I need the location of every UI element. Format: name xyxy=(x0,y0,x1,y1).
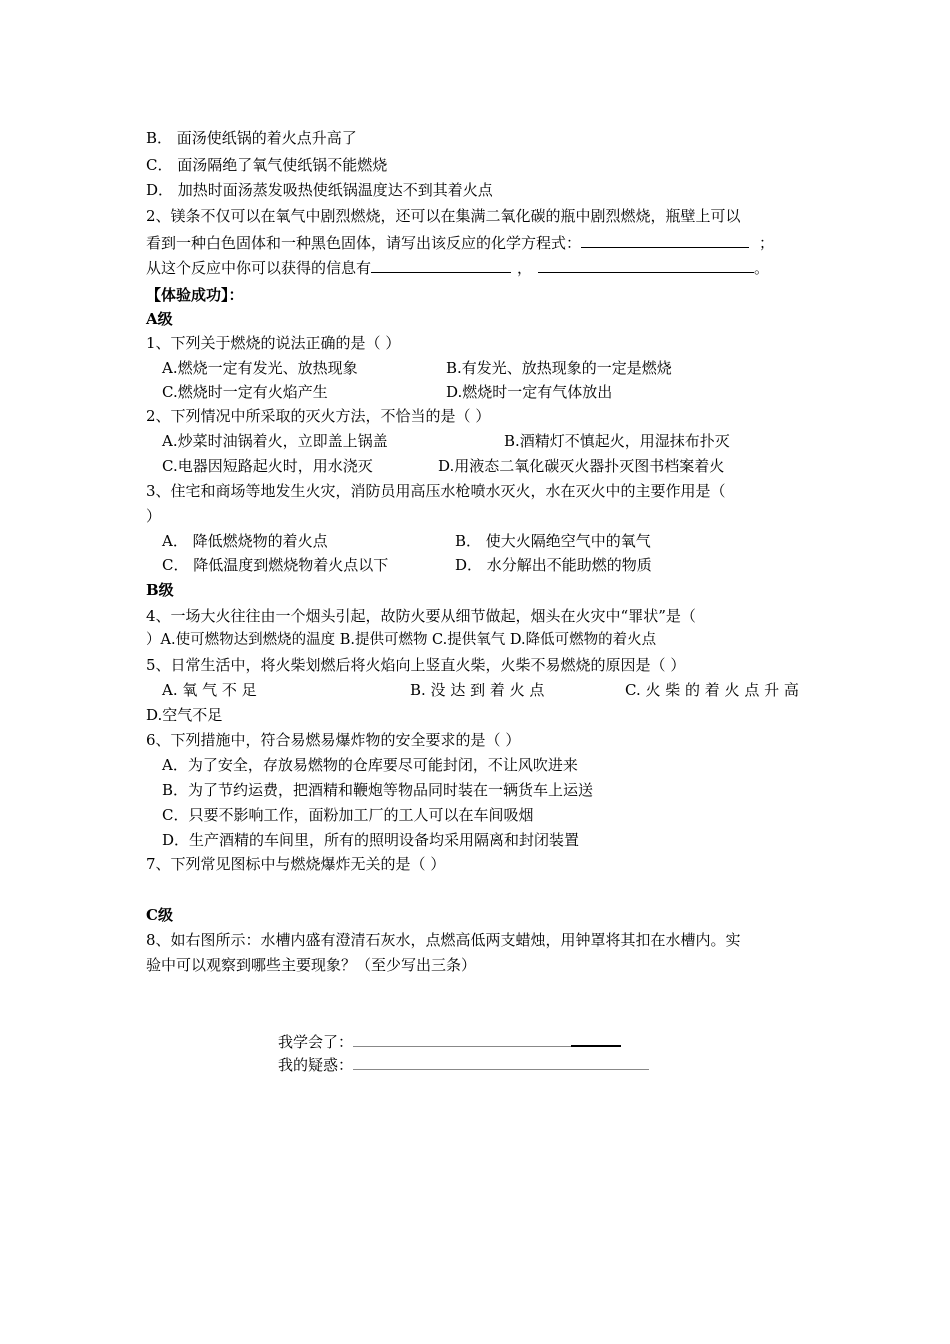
section-title: 【体验成功】： xyxy=(146,286,244,304)
q3-stem-line1: 3、住宅和商场等地发生火灾，消防员用高压水枪喷水灭火，水在灭火中的主要作用是（ xyxy=(146,482,726,500)
q5-option-d: D.空气不足 xyxy=(146,706,223,724)
q6-option-b: B．为了节约运费，把酒精和鞭炮等物品同时装在一辆货车上运送 xyxy=(162,781,594,799)
q5-option-c: C. 火 柴 的 着 火 点 升 高 xyxy=(625,681,799,699)
prev-option-d: D． 加热时面汤蒸发吸热使纸锅温度达不到其着火点 xyxy=(146,181,493,199)
learned-answer-line-end[interactable] xyxy=(571,1031,621,1047)
footer-doubts: 我的疑惑： xyxy=(278,1055,649,1075)
level-c-heading: C级 xyxy=(146,906,173,924)
q3-option-a: A． 降低燃烧物的着火点 xyxy=(162,532,328,550)
doubts-answer-line[interactable] xyxy=(353,1055,649,1070)
q2-prev-line2: 看到一种白色固体和一种黑色固体，请写出该反应的化学方程式： ； xyxy=(146,234,775,252)
q5-stem: 5、日常生活中，将火柴划燃后将火焰向上竖直火柴，火柴不易燃烧的原因是（ ） xyxy=(146,656,686,674)
q3-option-b: B． 使大火隔绝空气中的氧气 xyxy=(455,532,651,550)
q6-option-a: A．为了安全，存放易燃物的仓库要尽可能封闭，不让风吹进来 xyxy=(162,756,578,774)
q3-option-c: C． 降低温度到燃烧物着火点以下 xyxy=(162,556,389,574)
footer-learned: 我学会了： xyxy=(278,1031,621,1052)
q6-option-d: D．生产酒精的车间里，所有的照明设备均采用隔离和封闭装置 xyxy=(162,831,580,849)
q2-prev-line1: 2、镁条不仅可以在氧气中剧烈燃烧，还可以在集满二氧化碳的瓶中剧烈燃烧，瓶壁上可以 xyxy=(146,207,741,225)
q5-option-b: B. 没 达 到 着 火 点 xyxy=(410,681,545,699)
q2-stem: 2、下列情况中所采取的灭火方法，不恰当的是（ ） xyxy=(146,407,491,425)
q2-option-c: C.电器因短路起火时，用水浇灭 xyxy=(162,457,373,475)
level-a-heading: A级 xyxy=(146,310,173,328)
q2-option-b: B.酒精灯不慎起火，用湿抹布扑灭 xyxy=(504,432,730,450)
prev-option-c: C． 面汤隔绝了氧气使纸锅不能燃烧 xyxy=(146,156,388,174)
q4-stem-line1: 4、一场大火往往由一个烟头引起，故防火要从细节做起，烟头在火灾中“罪状”是（ xyxy=(146,607,696,625)
q3-stem-line2: ） xyxy=(146,507,162,525)
q2-option-a: A.炒菜时油锅着火，立即盖上锅盖 xyxy=(162,432,388,450)
answer-blank-info-2[interactable] xyxy=(538,258,754,273)
q1-stem: 1、下列关于燃烧的说法正确的是（ ） xyxy=(146,334,401,352)
q2-prev-line3: 从这个反应中你可以获得的信息有 ， 。 xyxy=(146,259,770,277)
q1-option-a: A.燃烧一定有发光、放热现象 xyxy=(162,359,358,377)
q3-option-d: D． 水分解出不能助燃的物质 xyxy=(455,556,652,574)
q7-stem: 7、下列常见图标中与燃烧爆炸无关的是（ ） xyxy=(146,855,446,873)
answer-blank-info-1[interactable] xyxy=(371,258,511,273)
prev-option-b: B． 面汤使纸锅的着火点升高了 xyxy=(146,129,357,147)
q8-line1: 8、如右图所示：水槽内盛有澄清石灰水，点燃高低两支蜡烛，用钟罩将其扣在水槽内。实 xyxy=(146,931,741,949)
q1-option-c: C.燃烧时一定有火焰产生 xyxy=(162,383,328,401)
q5-option-a: A. 氧 气 不 足 xyxy=(162,681,257,699)
q6-option-c: C．只要不影响工作，面粉加工厂的工人可以在车间吸烟 xyxy=(162,806,534,824)
q2-option-d: D.用液态二氧化碳灭火器扑灭图书档案着火 xyxy=(438,457,725,475)
q6-stem: 6、下列措施中，符合易燃易爆炸物的安全要求的是（ ） xyxy=(146,731,521,749)
level-b-heading: B级 xyxy=(146,581,174,599)
q8-line2: 验中可以观察到哪些主要现象？（至少写出三条） xyxy=(146,956,477,974)
q1-option-d: D.燃烧时一定有气体放出 xyxy=(446,383,613,401)
answer-blank-equation[interactable] xyxy=(581,233,749,248)
q4-stem-line2: ）A.使可燃物达到燃烧的温度 B.提供可燃物 C.提供氧气 D.降低可燃物的着火点 xyxy=(146,632,657,648)
learned-answer-line[interactable] xyxy=(353,1032,571,1047)
q1-option-b: B.有发光、放热现象的一定是燃烧 xyxy=(446,359,672,377)
